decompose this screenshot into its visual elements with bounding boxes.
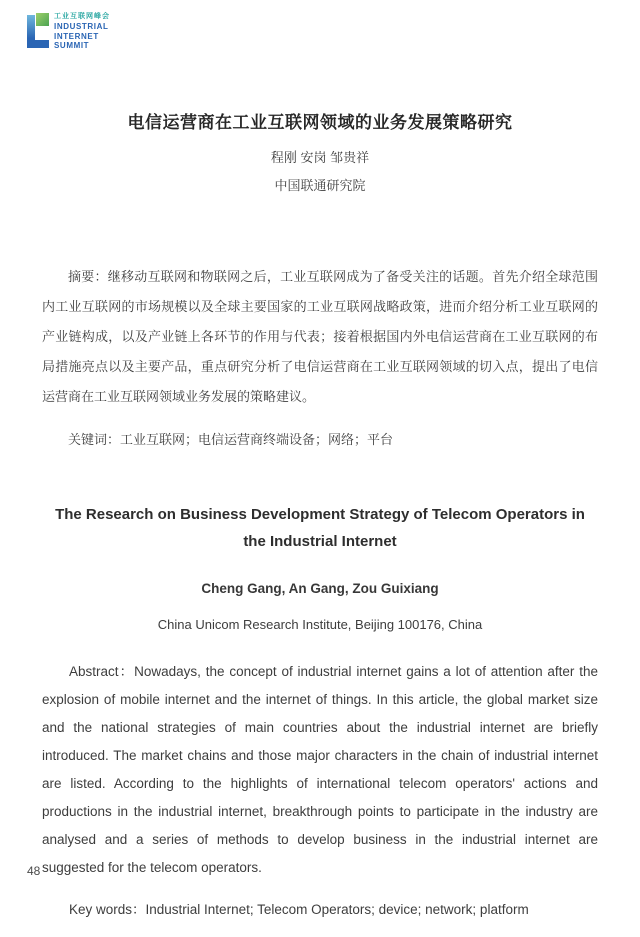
logo-word-industrial: INDUSTRIAL	[54, 22, 109, 31]
english-keywords: Key words：Industrial Internet; Telecom Operators; device; network; platform	[69, 901, 529, 917]
chinese-authors: 程刚 安岗 邹贵祥	[270, 150, 370, 165]
chinese-keywords: 关键词：工业互联网；电信运营商终端设备；网络；平台	[68, 432, 394, 447]
english-paper-title: The Research on Business Development Strategy of Telecom Operators in the Industrial Internet	[55, 506, 585, 550]
chinese-abstract: 摘要：继移动互联网和物联网之后，工业互联网成为了备受关注的话题。首先介绍全球范围内工业互联网的市场规模以及全球主要国家的工业互联网战略政策，进而介绍分析工业互联网的产业链构成，以及产业链上各环节的作用与代表；接着根据国内外电信运营商在工业互联网的布局措施亮点以及主要产品，重点研究分析了电信运营商在工业互联网领域的切入点，提出了电信运营商在工业互联网领域业务发展的策略建议。	[42, 269, 598, 404]
english-affiliation: China Unicom Research Institute, Beijing 100176, China	[157, 617, 483, 632]
logo-word-internet: INTERNET	[54, 31, 99, 41]
english-abstract: Abstract：Nowadays, the concept of industrial internet gains a lot of attention after the explosion of mobile internet and the internet of things. In this article, the global market size and the national strategies of main countries about the industrial internet are briefly introduced. The market chains and those major characters in the chain of industrial internet are listed. According to the highlights of international telecom operators' actions and productions in the industrial internet, breakthrough points to participate in the industry are analysed and a series of methods to develop business in the industrial internet are suggested for the telecom operators.	[42, 664, 598, 875]
english-authors: Cheng Gang, An Gang, Zou Guixiang	[201, 581, 439, 596]
page-number: 48	[27, 864, 41, 878]
logo-word-summit: SUMMIT	[54, 41, 90, 50]
chinese-affiliation: 中国联通研究院	[274, 178, 366, 193]
chinese-paper-title: 电信运营商在工业互联网领域的业务发展策略研究	[127, 113, 513, 132]
logo-chinese-name: 工业互联网峰会	[54, 13, 110, 20]
